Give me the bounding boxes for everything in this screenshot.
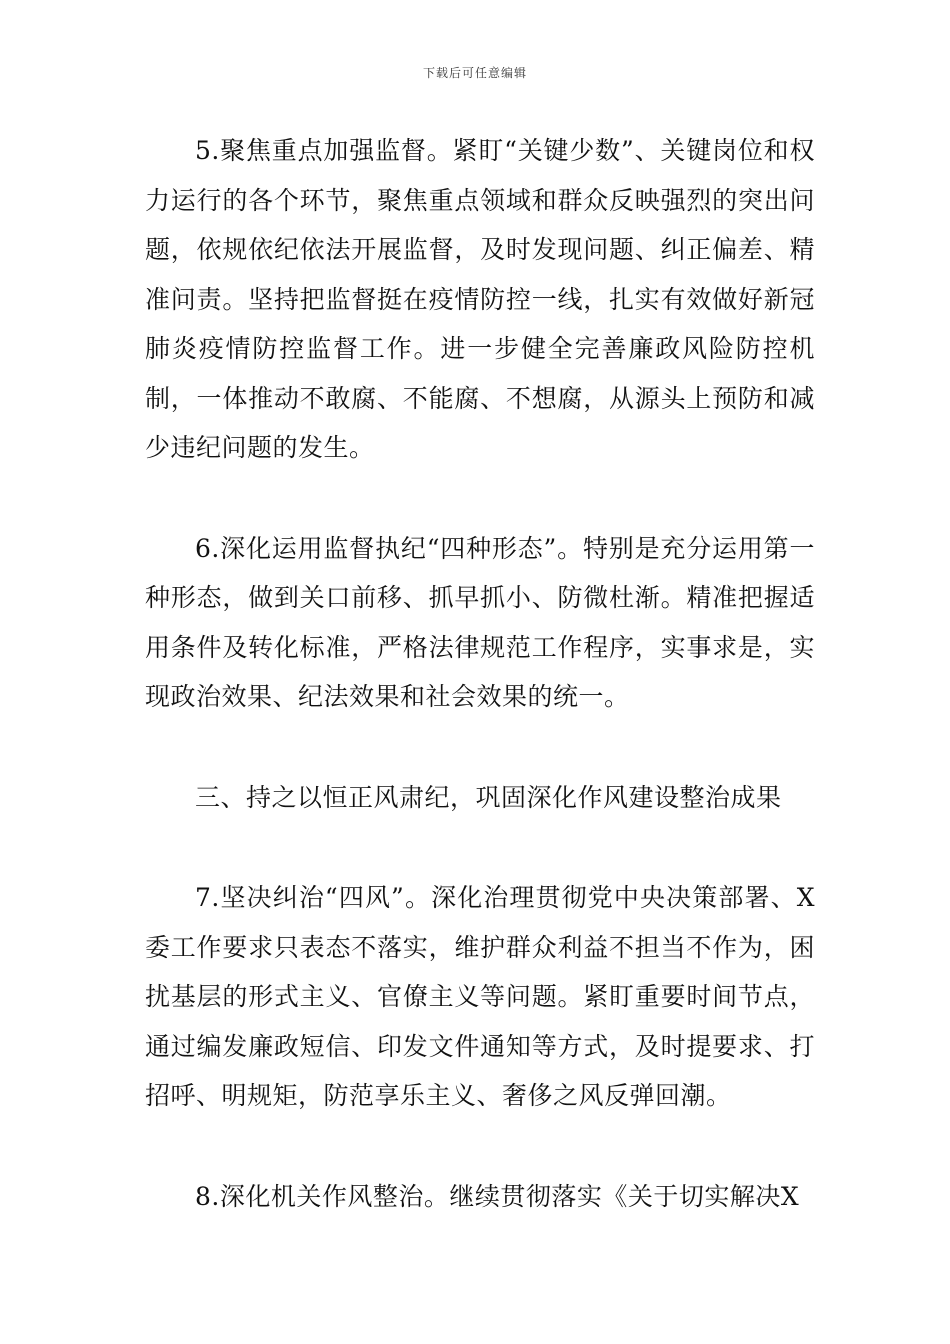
section-heading-three: 三、持之以恒正风肃纪，巩固深化作风建设整治成果 <box>195 782 782 812</box>
document-body <box>145 126 815 1221</box>
paragraph-5-focus-supervision: 5.聚焦重点加强监督。紧盯“关键少数”、关键岗位和权力运行的各个环节，聚焦重点领域和群众反映强烈的突出问题，依规依纪依法开展监督，及时发现问题、纠正偏差、精准问责。坚持把监督挺在疫情防控一线，扎实有效做好新冠肺炎疫情防控监督工作。进一步健全完善廉政风险防控机制，一体推动不敢腐、不能腐、不想腐，从源头上预防和减少违纪问题的发生。 <box>145 136 815 462</box>
page-header: 下载后可任意编辑 <box>422 66 527 80</box>
paragraph-6-four-forms: 6.深化运用监督执纪“四种形态”。特别是充分运用第一种形态，做到关口前移、抓早抓小、防微杜渐。精准把握适用条件及转化标准，严格法律规范工作程序，实事求是，实现政治效果、纪法效果和社会效果的统一。 <box>145 533 815 711</box>
paragraph-8-organ-style: 8.深化机关作风整治。继续贯彻落实《关于切实解决X <box>195 1181 800 1211</box>
paragraph-7-four-winds: 7.坚决纠治“四风”。深化治理贯彻党中央决策部署、X委工作要求只表态不落实，维护群众利益不担当不作为，困扰基层的形式主义、官僚主义等问题。紧盯重要时间节点，通过编发廉政短信、印发文件通知等方式，及时提要求、打招呼、明规矩，防范享乐主义、奢侈之风反弹回潮。 <box>145 883 815 1110</box>
